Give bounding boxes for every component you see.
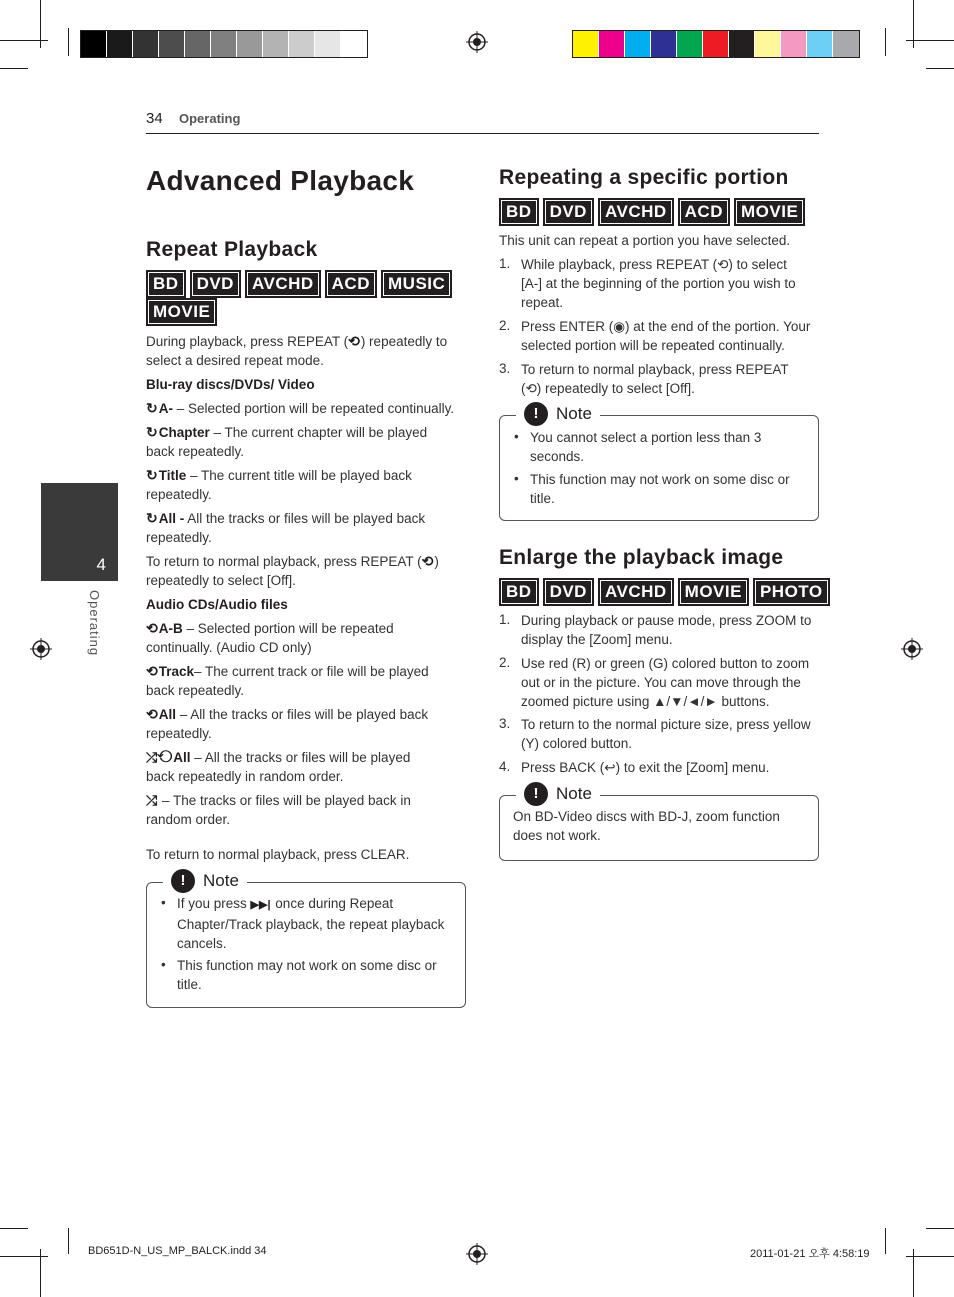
step-number: 1. <box>499 612 511 627</box>
repeat-mode-icon: ↻ <box>146 510 158 526</box>
paragraph: This unit can repeat a portion you have selected. <box>499 233 791 248</box>
list-item: This function may not work on some disc or title. <box>530 472 790 506</box>
disc-type-badge: DVD <box>190 270 241 298</box>
disc-type-badge: AVCHD <box>598 578 674 606</box>
skip-next-icon: ▶▶| <box>250 899 271 911</box>
list-item: This function may not work on some disc or title. <box>177 958 437 992</box>
paragraph: To return to normal playback, press CLEAR. <box>146 847 410 862</box>
repeat-mode-icon: ↻ <box>146 400 158 416</box>
exclamation-icon: ! <box>171 869 195 893</box>
disc-type-badge: DVD <box>543 578 594 606</box>
step-number: 2. <box>499 655 511 670</box>
paragraph: To return to normal playback, press REPEAT (⟲) repeatedly to select [Off]. <box>146 553 439 588</box>
repeat-mode-icon: ↻ <box>146 424 158 440</box>
header-rule <box>146 133 819 134</box>
repeat-mode-icon: ⤮⟲ <box>146 749 173 765</box>
note-box <box>146 871 466 1008</box>
step-text: Press ENTER (◉) at the end of the portion. Your selected portion will be repeated continually. <box>521 319 811 353</box>
subheading-bd: Blu-ray discs/DVDs/ Video <box>146 377 315 392</box>
note-text: On BD-Video discs with BD-J, zoom function does not work. <box>513 809 780 843</box>
step-text: During playback or pause mode, press ZOOM to display the [Zoom] menu. <box>521 613 812 647</box>
registration-mark-icon <box>30 638 52 660</box>
section-heading-enlarge: Enlarge the playback image <box>499 546 784 569</box>
step-text: Press BACK (↩) to exit the [Zoom] menu. <box>521 760 770 775</box>
disc-type-badge: BD <box>499 198 539 226</box>
disc-type-badge: ACD <box>678 198 730 226</box>
disc-badges-row <box>146 270 452 298</box>
disc-type-badge: PHOTO <box>753 578 830 606</box>
repeat-mode-icon: ⤮ <box>146 792 158 808</box>
list-item: ⟲A-B – Selected portion will be repeated continually. (Audio CD only) <box>146 620 394 655</box>
disc-badges-row <box>499 198 805 226</box>
list-item: ↻Chapter – The current chapter will be played back repeatedly. <box>146 424 428 459</box>
disc-type-badge: MOVIE <box>146 298 217 326</box>
exclamation-icon: ! <box>524 782 548 806</box>
note-title: Note <box>556 404 592 423</box>
exclamation-icon: ! <box>524 402 548 426</box>
step-number: 3. <box>499 716 511 731</box>
subheading-cd: Audio CDs/Audio files <box>146 597 288 612</box>
repeat-icon: ⟲ <box>421 553 434 569</box>
step-number: 3. <box>499 361 511 376</box>
repeat-mode-icon: ⟲ <box>146 620 158 636</box>
color-bar <box>572 30 860 58</box>
step-text: To return to the normal picture size, press yellow (Y) colored button. <box>521 717 811 751</box>
list-item: ↻All - All the tracks or files will be played back repeatedly. <box>146 510 426 545</box>
list-item: ⟲Track– The current track or file will be played back repeatedly. <box>146 663 429 698</box>
disc-type-badge: AVCHD <box>245 270 321 298</box>
disc-type-badge: BD <box>499 578 539 606</box>
disc-type-badge: MUSIC <box>381 270 452 298</box>
repeat-mode-icon: ↻ <box>146 467 158 483</box>
repeat-icon: ⟲ <box>348 333 360 349</box>
note-box <box>499 404 819 521</box>
disc-type-badge: DVD <box>543 198 594 226</box>
chapter-tab-label: Operating <box>87 590 102 657</box>
list-item: ⟲All – All the tracks or files will be played back repeatedly. <box>146 706 429 741</box>
list-item: ⤮ – The tracks or files will be played back in random order. <box>146 792 411 827</box>
step-text: Use red (R) or green (G) colored button to zoom out or in the picture. You can move through the zoomed picture using ▲/▼/◄/► buttons. <box>521 656 810 709</box>
disc-badges-row <box>146 298 217 326</box>
grayscale-bar <box>80 30 368 58</box>
step-number: 4. <box>499 759 511 774</box>
list-item: ↻A- – Selected portion will be repeated continually. <box>146 400 455 416</box>
disc-type-badge: BD <box>146 270 186 298</box>
section-heading-repeat-portion: Repeating a specific portion <box>499 166 789 189</box>
list-item: ↻Title – The current title will be played back repeatedly. <box>146 467 412 502</box>
running-head: Operating <box>179 111 241 126</box>
list-item: • <box>514 429 519 444</box>
step-number: 1. <box>499 256 511 271</box>
page-number: 34 <box>146 110 163 127</box>
section-heading-repeat-playback: Repeat Playback <box>146 238 318 261</box>
disc-type-badge: AVCHD <box>598 198 674 226</box>
list-item: If you press ▶▶| once during Repeat Chapter/Track playback, the repeat playback cancels. <box>177 896 445 951</box>
list-item: • <box>161 957 166 972</box>
disc-badges-row <box>499 578 830 606</box>
disc-type-badge: MOVIE <box>678 578 749 606</box>
page-title: Advanced Playback <box>146 165 415 196</box>
footer-timestamp: 2011-01-21 오후 4:58:19 <box>750 1248 870 1260</box>
disc-type-badge: ACD <box>325 270 377 298</box>
registration-mark-icon <box>901 638 923 660</box>
repeat-mode-icon: ⟲ <box>146 663 158 679</box>
note-title: Note <box>556 784 592 803</box>
repeat-mode-icon: ⟲ <box>146 706 158 722</box>
list-item: • <box>161 895 166 910</box>
step-text: To return to normal playback, press REPEAT (⟲) repeatedly to select [Off]. <box>521 362 789 396</box>
list-item: • <box>514 471 519 486</box>
registration-mark-icon <box>466 31 488 53</box>
list-item: ⤮⟲All – All the tracks or files will be played back repeatedly in random order. <box>146 749 411 784</box>
note-box <box>499 784 819 861</box>
note-title: Note <box>203 871 239 890</box>
footer-file-name: BD651D-N_US_MP_BALCK.indd 34 <box>88 1245 267 1257</box>
paragraph: During playback, press REPEAT (⟲) repeatedly to select a desired repeat mode. <box>146 333 448 368</box>
step-text: While playback, press REPEAT (⟲) to select [A-] at the beginning of the portion you wish to repeat. <box>521 257 796 310</box>
registration-mark-icon <box>466 1243 488 1265</box>
chapter-number: 4 <box>96 555 106 574</box>
chapter-tab <box>41 483 118 581</box>
list-item: You cannot select a portion less than 3 seconds. <box>530 430 762 464</box>
disc-type-badge: MOVIE <box>734 198 805 226</box>
step-number: 2. <box>499 318 511 333</box>
